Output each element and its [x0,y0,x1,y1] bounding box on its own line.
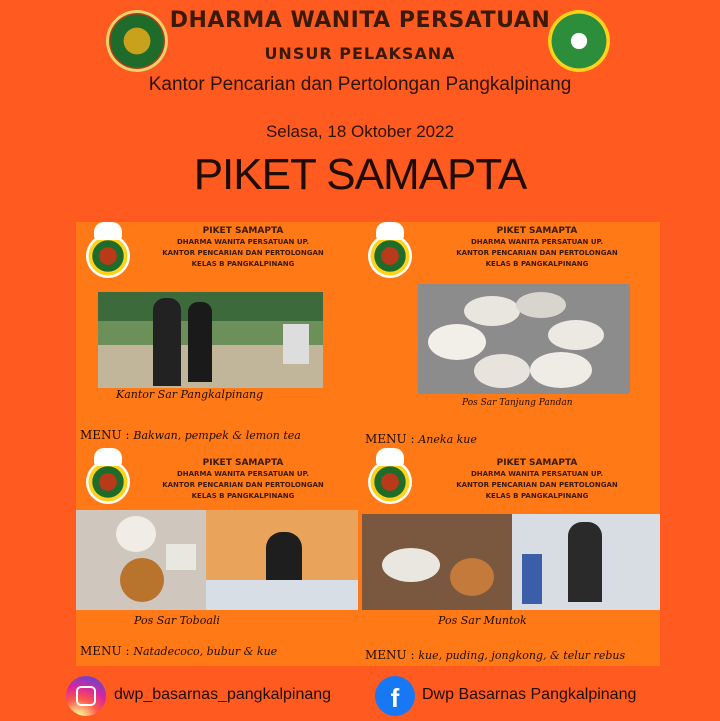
menu-items: kue, puding, jongkong, & telur rebus [418,649,626,662]
menu-items: Bakwan, pempek & lemon tea [133,429,301,442]
photo-kantor [98,292,323,388]
facebook-page[interactable]: Dwp Basarnas Pangkalpinang [422,686,637,703]
card-caption: Pos Sar Tanjung Pandan [462,398,573,408]
card-menu [365,648,625,662]
card-line: DHARMA WANITA PERSATUAN UP. [470,470,604,478]
page-title: PIKET SAMAPTA [193,150,527,199]
card-line: KELAS B PANGKALPINANG [485,260,589,268]
card-line: KELAS B PANGKALPINANG [191,492,295,500]
org-name: DHARMA WANITA PERSATUAN [169,8,551,33]
card-title: PIKET SAMAPTA [202,458,284,468]
card-line: KELAS B PANGKALPINANG [485,492,589,500]
card-line: KANTOR PENCARIAN DAN PERTOLONGAN [162,249,324,257]
card-title: PIKET SAMAPTA [496,458,578,468]
chef-logo [368,234,412,278]
photo-muntok-food [362,514,512,610]
collage-panel [76,222,660,666]
footer [0,672,720,721]
chef-logo [368,460,412,504]
card-header [128,458,358,502]
menu-items: Aneka kue [418,433,477,446]
card-menu [365,432,477,446]
office-name: Kantor Pencarian dan Pertolongan Pangkalpinang [148,74,572,95]
menu-label: MENU : [80,644,130,658]
instagram-icon [66,676,106,716]
card-line: DHARMA WANITA PERSATUAN UP. [176,238,310,246]
photo-muntok-person [512,514,660,610]
menu-items: Natadecoco, bubur & kue [133,645,278,658]
photo-toboali-food [76,510,206,610]
card-menu [80,644,277,658]
card-line: KANTOR PENCARIAN DAN PERTOLONGAN [456,249,618,257]
card-line: DHARMA WANITA PERSATUAN UP. [470,238,604,246]
card-caption: Pos Sar Muntok [438,614,527,627]
card-header [422,226,652,270]
menu-label: MENU : [365,648,415,662]
photo-toboali-person [206,510,358,610]
card-line: KANTOR PENCARIAN DAN PERTOLONGAN [162,481,324,489]
menu-label: MENU : [365,432,415,446]
card-caption: Kantor Sar Pangkalpinang [116,388,264,401]
card-title: PIKET SAMAPTA [202,226,284,236]
card-line: DHARMA WANITA PERSATUAN UP. [176,470,310,478]
facebook-icon: f [375,676,415,716]
instagram-handle[interactable]: dwp_basarnas_pangkalpinang [114,686,332,703]
chef-logo [86,234,130,278]
card-header [128,226,358,270]
card-title: PIKET SAMAPTA [496,226,578,236]
card-line: KELAS B PANGKALPINANG [191,260,295,268]
card-menu [80,428,301,442]
post-date: Selasa, 18 Oktober 2022 [265,122,455,141]
menu-label: MENU : [80,428,130,442]
photo-tanjung-pandan [418,284,630,394]
card-line: KANTOR PENCARIAN DAN PERTOLONGAN [456,481,618,489]
chef-logo [86,460,130,504]
unit-name: UNSUR PELAKSANA [264,44,456,63]
card-caption: Pos Sar Toboali [134,614,220,627]
card-header [422,458,652,502]
